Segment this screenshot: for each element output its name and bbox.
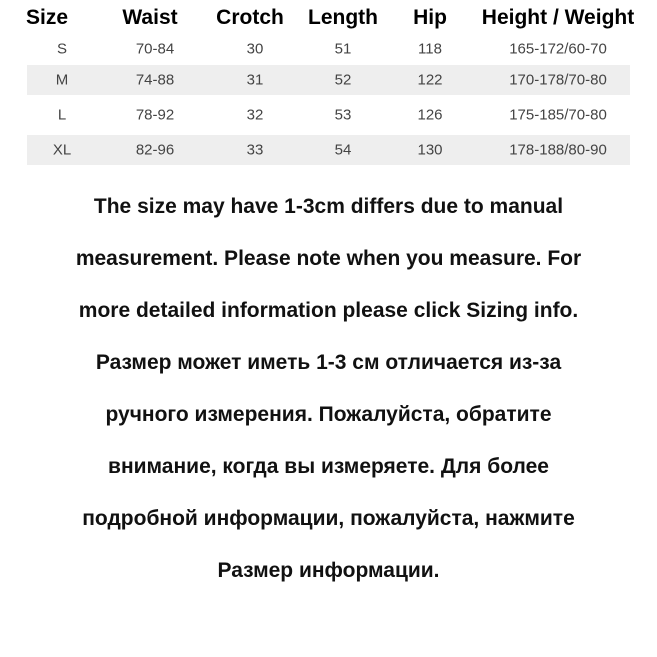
cell-hip: 122 (417, 71, 443, 89)
cell-height-weight: 165-172/60-70 (509, 40, 607, 58)
size-chart-table (25, 2, 635, 170)
cell-crotch: 33 (246, 141, 264, 159)
note-line: The size may have 1-3cm differs due to manual (93, 195, 564, 218)
cell-hip: 126 (417, 106, 443, 124)
cell-waist: 74-88 (135, 71, 175, 89)
note-line: measurement. Please note when you measure. For (75, 247, 582, 270)
table-row-s (27, 36, 630, 62)
note-line: внимание, когда вы измеряете. Для более (108, 455, 549, 478)
cell-waist: 70-84 (135, 40, 175, 58)
cell-height-weight: 170-178/70-80 (509, 71, 607, 89)
cell-crotch: 31 (246, 71, 264, 89)
cell-height-weight: 175-185/70-80 (509, 106, 607, 124)
cell-hip: 130 (417, 141, 443, 159)
cell-length: 52 (334, 71, 352, 89)
header-waist: Waist (122, 6, 178, 29)
note-line: подробной информации, пожалуйста, нажмите (82, 507, 575, 530)
cell-size: M (55, 71, 69, 89)
table-row-m (27, 65, 630, 95)
cell-height-weight: 178-188/80-90 (509, 141, 607, 159)
header-length: Length (308, 6, 378, 29)
table-row-xl (27, 135, 630, 165)
note-line: Размер информации. (217, 559, 440, 582)
cell-size: L (57, 106, 67, 124)
cell-crotch: 32 (246, 106, 264, 124)
cell-waist: 78-92 (135, 106, 175, 124)
cell-size: S (56, 40, 68, 58)
cell-size: XL (52, 141, 72, 159)
header-hip: Hip (413, 6, 447, 29)
cell-length: 54 (334, 141, 352, 159)
measurement-note (0, 192, 657, 608)
note-line: Размер может иметь 1-3 см отличается из-за (95, 351, 562, 374)
cell-hip: 118 (418, 40, 442, 58)
header-height-weight: Height / Weight (481, 6, 635, 29)
cell-length: 51 (334, 40, 352, 58)
note-line: ручного измерения. Пожалуйста, обратите (105, 403, 552, 426)
header-crotch: Crotch (216, 6, 284, 29)
header-size: Size (25, 6, 69, 29)
note-line: more detailed information please click Sizing info. (78, 299, 579, 322)
cell-length: 53 (334, 106, 352, 124)
table-row-l (27, 100, 630, 130)
cell-waist: 82-96 (135, 141, 175, 159)
cell-crotch: 30 (246, 40, 264, 58)
table-header-row (25, 2, 635, 36)
